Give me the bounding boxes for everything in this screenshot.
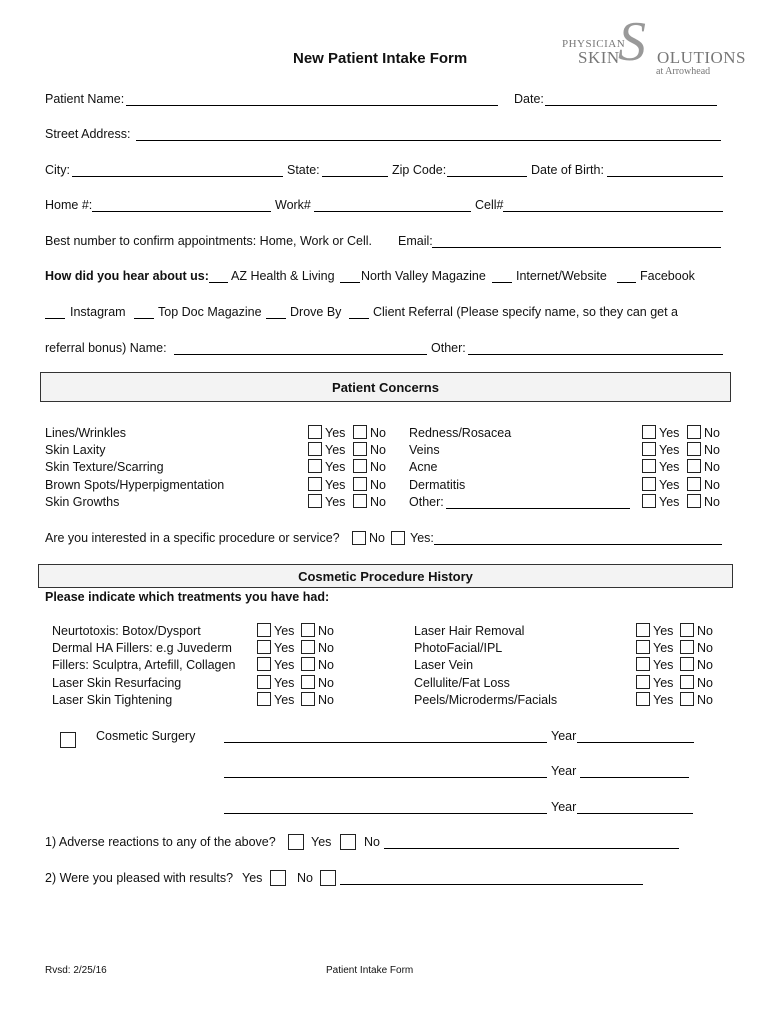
no-checkbox[interactable]	[301, 692, 315, 706]
concern-label: Lines/Wrinkles	[45, 426, 127, 440]
no-checkbox[interactable]	[687, 425, 701, 439]
yes-checkbox[interactable]	[642, 459, 656, 473]
email-field[interactable]	[432, 247, 721, 248]
no-label: No	[704, 426, 720, 440]
treatment-label: Laser Hair Removal	[414, 624, 525, 638]
street-field[interactable]	[136, 140, 721, 141]
source-blank[interactable]	[340, 282, 360, 283]
adverse-question: 1) Adverse reactions to any of the above?	[45, 835, 276, 849]
concern-label: Skin Growths	[45, 495, 120, 509]
yes-checkbox[interactable]	[636, 675, 650, 689]
source-blank[interactable]	[266, 318, 286, 319]
concern-label: Skin Laxity	[45, 443, 106, 457]
treatment-label: Peels/Microderms/Facials	[414, 693, 558, 707]
concern-other-field[interactable]	[446, 508, 630, 509]
no-label: No	[370, 426, 386, 440]
no-label: No	[318, 658, 334, 672]
yes-label: Yes	[659, 460, 680, 474]
interest-no-checkbox[interactable]	[352, 531, 366, 545]
yes-label: Yes	[274, 676, 295, 690]
treatment-label: Neurtotoxis: Botox/Dysport	[52, 624, 201, 638]
state-label: State:	[287, 163, 320, 177]
hear-label: How did you hear about us:	[45, 269, 209, 283]
dob-field[interactable]	[607, 176, 723, 177]
no-label: No	[704, 460, 720, 474]
yes-label: Yes	[653, 658, 674, 672]
other-label: Other:	[431, 341, 466, 355]
no-label: No	[697, 641, 713, 655]
pleased-no-label: No	[297, 871, 313, 885]
source-internet: Internet/Website	[516, 269, 607, 283]
source-facebook: Facebook	[640, 269, 695, 283]
source-top-doc: Top Doc Magazine	[158, 305, 262, 319]
zip-field[interactable]	[447, 176, 527, 177]
no-label: No	[697, 658, 713, 672]
pleased-yes-label: Yes	[242, 871, 263, 885]
yes-label: Yes	[325, 443, 346, 457]
interest-question: Are you interested in a specific procedure or service?	[45, 531, 340, 545]
no-checkbox[interactable]	[680, 675, 694, 689]
no-checkbox[interactable]	[687, 494, 701, 508]
year-field[interactable]	[580, 777, 689, 778]
no-checkbox[interactable]	[353, 442, 367, 456]
treatment-label: Cellulite/Fat Loss	[414, 676, 510, 690]
treatment-label: Dermal HA Fillers: e.g Juvederm	[52, 641, 232, 655]
yes-label: Yes	[659, 443, 680, 457]
yes-checkbox[interactable]	[257, 692, 271, 706]
year-label: Year	[551, 800, 577, 814]
pleased-question: 2) Were you pleased with results?	[45, 871, 234, 885]
yes-checkbox[interactable]	[642, 442, 656, 456]
patient-name-label: Patient Name:	[45, 92, 125, 106]
yes-label: Yes	[274, 658, 295, 672]
yes-label: Yes	[653, 641, 674, 655]
yes-checkbox[interactable]	[308, 494, 322, 508]
no-label: No	[704, 478, 720, 492]
other-field[interactable]	[468, 354, 723, 355]
dob-label: Date of Birth:	[531, 163, 604, 177]
work-field[interactable]	[314, 211, 471, 212]
street-label: Street Address:	[45, 127, 131, 141]
concerns-heading: Patient Concerns	[332, 380, 439, 395]
no-checkbox[interactable]	[687, 459, 701, 473]
surgery-field[interactable]	[224, 742, 547, 743]
no-checkbox[interactable]	[353, 459, 367, 473]
no-checkbox[interactable]	[301, 640, 315, 654]
treatment-label: Fillers: Sculptra, Artefill, Collagen	[52, 658, 236, 672]
date-label: Date:	[514, 92, 544, 106]
yes-checkbox[interactable]	[257, 675, 271, 689]
history-heading-box	[38, 564, 733, 588]
no-label: No	[318, 624, 334, 638]
surgery-field[interactable]	[224, 777, 547, 778]
source-instagram: Instagram	[70, 305, 126, 319]
concern-label: Brown Spots/Hyperpigmentation	[45, 478, 225, 492]
yes-label: Yes	[274, 624, 295, 638]
no-label: No	[370, 460, 386, 474]
treatment-label: Laser Skin Resurfacing	[52, 676, 182, 690]
no-label: No	[318, 693, 334, 707]
no-checkbox[interactable]	[301, 675, 315, 689]
referral-label: referral bonus) Name:	[45, 341, 167, 355]
yes-checkbox[interactable]	[257, 657, 271, 671]
source-az-health: AZ Health & Living	[231, 269, 335, 283]
adverse-no-label: No	[364, 835, 380, 849]
adverse-yes-label: Yes	[311, 835, 332, 849]
no-checkbox[interactable]	[680, 692, 694, 706]
concern-label: Redness/Rosacea	[409, 426, 512, 440]
no-label: No	[704, 443, 720, 457]
interest-yes-field[interactable]	[434, 544, 722, 545]
no-checkbox[interactable]	[353, 425, 367, 439]
no-label: No	[697, 676, 713, 690]
work-label: Work#	[275, 198, 311, 212]
source-drove-by: Drove By	[290, 305, 342, 319]
revision-date: Rvsd: 2/25/16	[45, 965, 107, 976]
source-blank[interactable]	[349, 318, 369, 319]
history-heading: Cosmetic Procedure History	[298, 569, 473, 584]
yes-label: Yes	[653, 693, 674, 707]
no-checkbox[interactable]	[353, 494, 367, 508]
cell-label: Cell#	[475, 198, 504, 212]
yes-checkbox[interactable]	[642, 425, 656, 439]
interest-yes-checkbox[interactable]	[391, 531, 405, 545]
state-field[interactable]	[322, 176, 388, 177]
source-blank[interactable]	[209, 282, 228, 283]
yes-checkbox[interactable]	[308, 425, 322, 439]
no-checkbox[interactable]	[353, 477, 367, 491]
yes-label: Yes	[325, 478, 346, 492]
treatment-label: PhotoFacial/IPL	[414, 641, 503, 655]
yes-label: Yes	[274, 641, 295, 655]
email-label: Email:	[398, 234, 433, 248]
adverse-details-field[interactable]	[384, 848, 679, 849]
yes-label: Yes	[653, 624, 674, 638]
no-label: No	[318, 641, 334, 655]
no-checkbox[interactable]	[687, 442, 701, 456]
source-blank[interactable]	[134, 318, 154, 319]
no-checkbox[interactable]	[680, 640, 694, 654]
yes-checkbox[interactable]	[642, 494, 656, 508]
yes-checkbox[interactable]	[636, 623, 650, 637]
yes-checkbox[interactable]	[642, 477, 656, 491]
year-field[interactable]	[577, 813, 693, 814]
concerns-heading-box	[40, 372, 731, 402]
no-label: No	[318, 676, 334, 690]
no-checkbox[interactable]	[301, 657, 315, 671]
yes-label: Yes	[274, 693, 295, 707]
yes-checkbox[interactable]	[636, 657, 650, 671]
adverse-yes-checkbox[interactable]	[288, 834, 304, 850]
no-label: No	[370, 478, 386, 492]
yes-label: Yes	[653, 676, 674, 690]
yes-checkbox[interactable]	[636, 692, 650, 706]
source-blank[interactable]	[617, 282, 636, 283]
yes-label: Yes	[325, 426, 346, 440]
date-field[interactable]	[545, 105, 717, 106]
no-label: No	[370, 495, 386, 509]
best-number-label: Best number to confirm appointments: Home, Work or Cell.	[45, 234, 372, 248]
yes-checkbox[interactable]	[308, 459, 322, 473]
year-field[interactable]	[577, 742, 694, 743]
year-label: Year	[551, 729, 577, 743]
pleased-details-field[interactable]	[340, 884, 643, 885]
yes-checkbox[interactable]	[308, 477, 322, 491]
concern-label: Skin Texture/Scarring	[45, 460, 164, 474]
yes-label: Yes	[659, 478, 680, 492]
adverse-no-checkbox[interactable]	[340, 834, 356, 850]
no-label: No	[697, 693, 713, 707]
no-label: No	[370, 443, 386, 457]
no-checkbox[interactable]	[687, 477, 701, 491]
yes-label: Yes	[325, 460, 346, 474]
interest-yes-label: Yes:	[410, 531, 434, 545]
concern-label: Acne	[409, 460, 438, 474]
home-field[interactable]	[92, 211, 271, 212]
no-checkbox[interactable]	[301, 623, 315, 637]
yes-checkbox[interactable]	[257, 623, 271, 637]
home-label: Home #:	[45, 198, 93, 212]
yes-label: Yes	[325, 495, 346, 509]
source-client-referral: Client Referral (Please specify name, so they can get a	[373, 305, 679, 319]
cosmetic-surgery-label: Cosmetic Surgery	[96, 729, 196, 743]
yes-checkbox[interactable]	[257, 640, 271, 654]
yes-checkbox[interactable]	[308, 442, 322, 456]
treatment-label: Laser Vein	[414, 658, 474, 672]
city-field[interactable]	[72, 176, 283, 177]
concern-label: Veins	[409, 443, 440, 457]
source-blank[interactable]	[45, 318, 65, 319]
no-label: No	[704, 495, 720, 509]
concern-label: Dermatitis	[409, 478, 466, 492]
interest-no-label: No	[369, 531, 385, 545]
yes-checkbox[interactable]	[636, 640, 650, 654]
yes-label: Yes	[659, 426, 680, 440]
history-instruction: Please indicate which treatments you have had:	[45, 590, 330, 604]
source-north-valley: North Valley Magazine	[361, 269, 486, 283]
cosmetic-surgery-checkbox[interactable]	[60, 732, 76, 748]
pleased-no-checkbox[interactable]	[320, 870, 336, 886]
no-checkbox[interactable]	[680, 657, 694, 671]
no-label: No	[697, 624, 713, 638]
concern-label: Other:	[409, 495, 444, 509]
yes-label: Yes	[659, 495, 680, 509]
treatment-label: Laser Skin Tightening	[52, 693, 173, 707]
page-title: New Patient Intake Form	[293, 50, 468, 67]
zip-label: Zip Code:	[392, 163, 447, 177]
cell-field[interactable]	[503, 211, 723, 212]
source-blank[interactable]	[492, 282, 512, 283]
footer-form-name: Patient Intake Form	[326, 965, 414, 976]
surgery-field[interactable]	[224, 813, 547, 814]
year-label: Year	[551, 764, 577, 778]
city-label: City:	[45, 163, 70, 177]
patient-name-field[interactable]	[126, 105, 498, 106]
referral-name-field[interactable]	[174, 354, 427, 355]
no-checkbox[interactable]	[680, 623, 694, 637]
pleased-yes-checkbox[interactable]	[270, 870, 286, 886]
